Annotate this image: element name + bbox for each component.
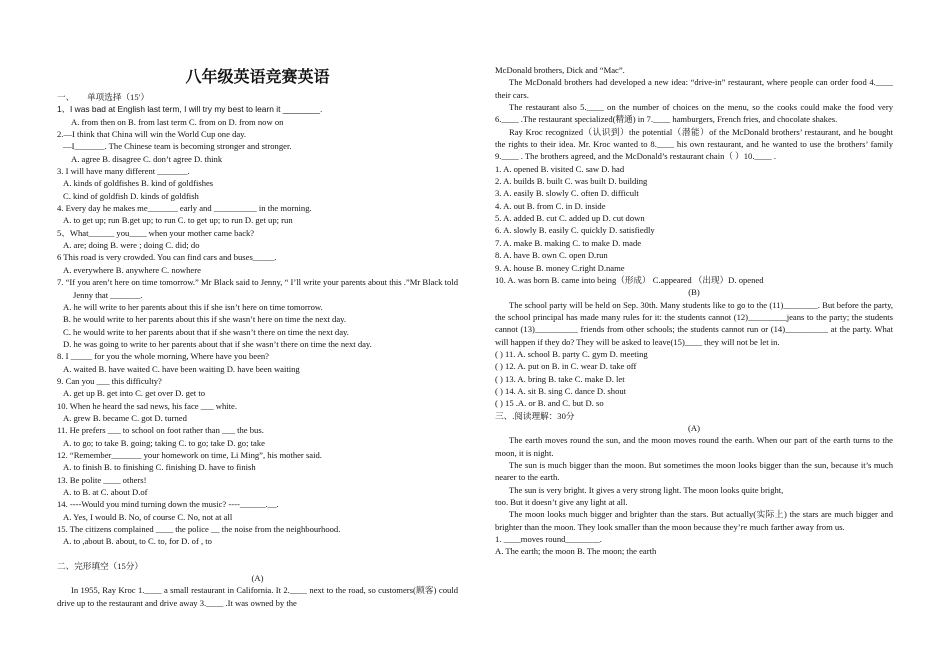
text-line: 9. A. house B. money C.right D.name xyxy=(495,262,625,273)
text-line: A. to go; to take B. going; taking C. to go; take D. go; take xyxy=(63,437,265,448)
text-line: D. he was going to write to her parents about that if she wasn’t there on time the next day. xyxy=(63,338,372,349)
text-line: 4. A. out B. from C. in D. inside xyxy=(495,200,606,211)
text-line: A. get up B. get into C. get over D. get to xyxy=(63,388,206,399)
text-line: A. he will write to her parents about this if she isn’t here on time tomorrow. xyxy=(63,301,323,312)
text-line: 3. A. easily B. slowly C. often D. difficult xyxy=(495,188,639,199)
text-line: C. he would write to her parents about that if she wasn’t there on time the next day. xyxy=(63,326,349,337)
text-line: 2. A. builds B. built C. was built D. building xyxy=(495,176,648,187)
text-line: 11. He prefers ___ to school on foot rather than ___ the bus. xyxy=(57,425,264,436)
text-line: (A) xyxy=(688,422,700,433)
text-line: A. kinds of goldfishes B. kind of goldfishes xyxy=(63,178,214,189)
text-line: 6. A. slowly B. easily C. quickly D. satisfiedly xyxy=(495,225,655,236)
left-column xyxy=(57,64,458,609)
text-line: 15. The citizens complained ____ the police __ the noise from the neighbourhood. xyxy=(57,524,341,535)
text-line: 9. Can you ___ this difficulty? xyxy=(57,375,162,386)
text-line: A. are; doing B. were ; doing C. did; do xyxy=(63,240,200,251)
text-line: A. everywhere B. anywhere C. nowhere xyxy=(63,264,201,275)
text-line: A. grew B. became C. got D. turned xyxy=(63,412,187,423)
text-line: A. waited B. have waited C. have been waiting D. have been waiting xyxy=(63,363,300,374)
text-line: The school party will be held on Sep. 30th. Many students like to go to the (11)________. But before the party, the school principal has made many rules for it: the students cannot (12)_________jeans to the party; the students cannot (13)__________ friends from other schools; the students cannot run or (14)__________ at the party. What will happen if they do? They will be asked to leave(15)____ they will not be let in. xyxy=(495,299,893,347)
text-line: 一、 单项选择（15′） xyxy=(57,92,150,102)
text-line: 3. I will have many different _______. xyxy=(57,166,190,177)
text-line: 12. “Remember_______ your homework on time, Li Ming”, his mother said. xyxy=(57,449,322,460)
text-line: 8. I _____ for you the whole morning, Where have you been? xyxy=(57,351,269,362)
text-line: A. from then on B. from last term C. from on D. from now on xyxy=(71,116,284,127)
text-line: A. to ,about B. about, to C. to, for D. of , to xyxy=(63,536,212,547)
text-line: 6 This road is very crowded. You can find cars and buses_____. xyxy=(57,252,277,263)
text-line: 4. Every day he makes me_______ early and __________ in the morning. xyxy=(57,203,312,214)
text-line: 2.—I think that China will win the World Cup one day. xyxy=(57,129,247,140)
right-column xyxy=(495,64,893,558)
text-line: A. Yes, I would B. No, of course C. No, not at all xyxy=(63,511,233,522)
text-line: C. kind of goldfish D. kinds of goldfish xyxy=(63,190,199,201)
text-line: The earth moves round the sun, and the moon moves round the earth. When our part of the earth turns to the moon, it is night. xyxy=(495,435,893,458)
text-line: 1、I was bad at English last term, I will try my best to learn it ________. xyxy=(57,104,323,115)
text-line: McDonald brothers, Dick and “Mac”. xyxy=(495,65,625,75)
text-line: ( ) 11. A. school B. party C. gym D. meeting xyxy=(495,348,648,359)
text-line: ( ) 15 .A. or B. and C. but D. so xyxy=(495,398,604,409)
text-line: (A) xyxy=(251,573,264,584)
spacer xyxy=(57,548,458,560)
text-line: The McDonald brothers had developed a new idea: “drive-in” restaurant, where people can order food 4.____ their cars. xyxy=(495,77,893,100)
text-line: 10. A. was born B. came into being（形成） C.appeared （出现）D. opened xyxy=(495,274,764,285)
text-line: 1. A. opened B. visited C. saw D. had xyxy=(495,163,625,174)
text-line: Ray Kroc recognized（认识到）the potential（潜能）of the McDonald brothers’ restaurant, and he bought the rights to their idea. Mr. Kroc wanted to 8.____ his own restaurant, and he wanted to use the brothers’ family 9.____ . The brothers agreed, and the McDonald’s restaurant chain（ ）10.____ . xyxy=(495,126,893,162)
text-line: too. But it doesn’t give any light at all. xyxy=(495,497,628,508)
text-line: The restaurant also 5.____ on the number of choices on the menu, so the cooks could make the food very 6.____ .The restaurant specialized(精通) in 7.____ hamburgers, French fries, and chocolate shakes. xyxy=(495,102,893,125)
text-line: B. he would write to her parents about this if she wasn’t here on time the next day. xyxy=(63,314,347,325)
text-line: In 1955, Ray Kroc 1.____ a small restaurant in California. It 2.____ next to the road, so customers(顾客) could drive up to the restaurant and drive away 3.____ .It was owned by the xyxy=(57,585,458,608)
text-line: 二、完形填空（15分） xyxy=(57,560,143,571)
text-line: ( ) 12. A. put on B. in C. wear D. take off xyxy=(495,361,637,372)
text-line: (B) xyxy=(688,287,700,298)
text-line: 5、What______ you____ when your mother came back? xyxy=(57,227,255,238)
text-line: A. agree B. disagree C. don’t agree D. think xyxy=(71,153,223,164)
text-line: 8. A. have B. own C. open D.run xyxy=(495,250,608,261)
text-line: 7. A. make B. making C. to make D. made xyxy=(495,237,642,248)
text-line: —I_______. The Chinese team is becoming stronger and stronger. xyxy=(63,141,292,152)
text-line: 5. A. added B. cut C. added up D. cut down xyxy=(495,213,645,224)
text-line: The moon looks much bigger and brighter than the stars. But actually(实际上) the stars are much bigger and brighter than the moon. They look smaller than the moon because they’re much farther away from us. xyxy=(495,509,893,532)
text-line: A. to B. at C. about D.of xyxy=(63,487,148,497)
text-line: ( ) 13. A. bring B. take C. make D. let xyxy=(495,373,625,384)
text-line: 14. ----Would you mind turning down the music? ----______.__. xyxy=(57,499,279,510)
text-line: ( ) 14. A. sit B. sing C. dance D. shout xyxy=(495,385,627,396)
text-line: The sun is very bright. It gives a very strong light. The moon looks quite bright, xyxy=(509,484,784,495)
text-line: A. The earth; the moon B. The moon; the earth xyxy=(495,546,657,557)
text-line: The sun is much bigger than the moon. But sometimes the moon looks bigger than the sun, because it’s much nearer to the earth. xyxy=(495,460,893,483)
text-line: 三、.阅读理解：30分 xyxy=(495,410,575,421)
text-line: A. to finish B. to finishing C. finishing D. have to finish xyxy=(63,462,256,473)
text-line: 10. When he heard the sad news, his face ___ white. xyxy=(57,400,238,411)
text-line: A. to get up; run B.get up; to run C. to get up; to run D. get up; run xyxy=(63,215,293,226)
text-line: 7. “If you aren’t here on time tomorrow.” Mr Black said to Jenny, “ I’ll write your parents about this .”Mr Black told Jenny that _______. xyxy=(57,277,458,300)
page-title: 八年级英语竞赛英语 xyxy=(185,67,330,86)
text-line: 1. ____moves round________. xyxy=(495,534,602,545)
text-line: 13. Be polite ____ others! xyxy=(57,474,147,485)
